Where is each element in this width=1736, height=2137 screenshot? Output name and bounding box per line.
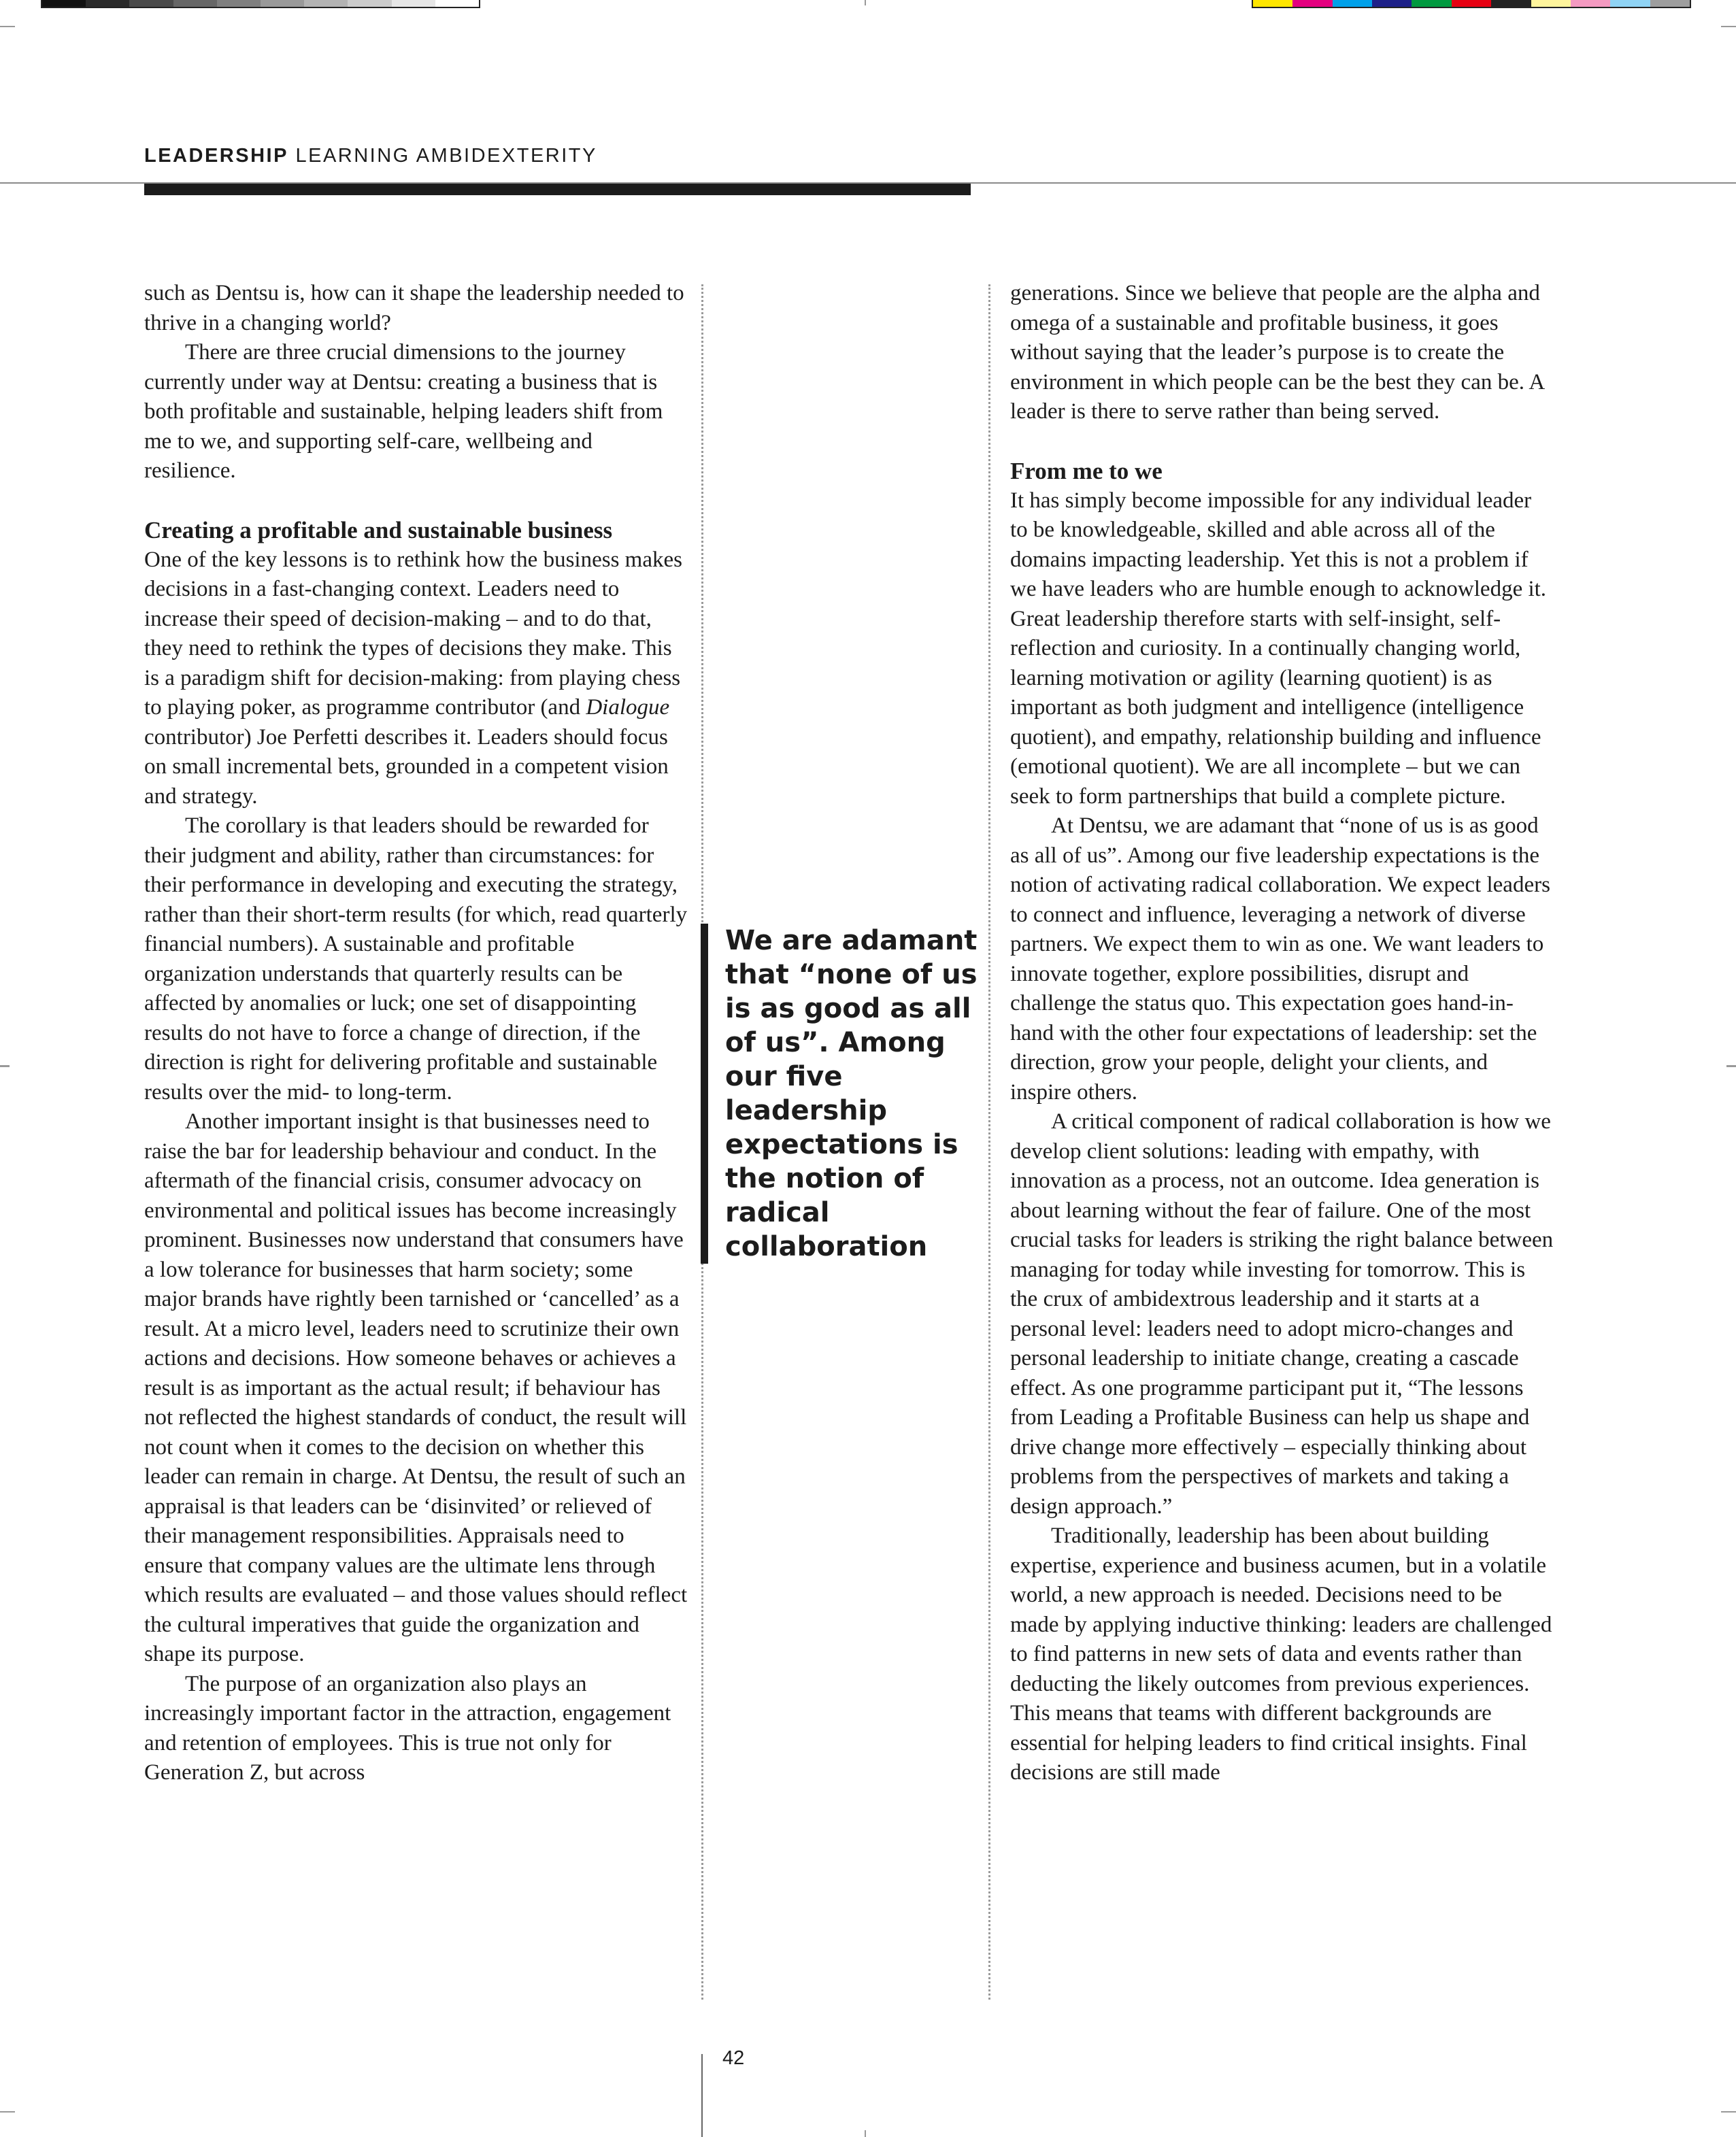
paragraph: One of the key lessons is to rethink how the business makes decisions in a fast-changing context. Leaders need to increase their speed of decision-making – and to do that, they need to rethink the types of decisions they make. This is a paradigm shift for decision-making: from playing chess to playing poker, as programme contributor (and Dialogue contributor) Joe Perfetti describes it. Leaders should focus on small incremental bets, grounded in a competent vision and strategy. bbox=[144, 547, 682, 809]
paragraph: generations. Since we believe that people are the alpha and omega of a sustainable and profitable business, it goes without saying that the leader’s purpose is to create the environment in which people can be the best they can be. A leader is there to serve rather than being served. bbox=[1010, 281, 1544, 424]
color-swatch bbox=[392, 0, 435, 7]
color-swatch bbox=[1531, 0, 1571, 7]
pull-quote: We are adamant that “none of us is as good as all of us”. Among our five leadership expectations is the notion of radical collaboration bbox=[701, 924, 986, 1264]
color-swatch bbox=[86, 0, 129, 7]
right-column bbox=[1010, 279, 1554, 1788]
color-swatch bbox=[1292, 0, 1332, 7]
paragraph: At Dentsu, we are adamant that “none of us is as good as all of us”. Among our five leadership expectations is the notion of activating radical collaboration. We expect leaders to connect and influence, leveraging a network of diverse partners. We expect them to win as one. We want leaders to innovate together, explore possibilities, disrupt and challenge the status quo. This expectation goes hand-in-hand with the other four expectations of leadership: set the direction, grow your people, delight your clients, and inspire others. bbox=[1010, 813, 1550, 1105]
color-swatch bbox=[1650, 0, 1690, 7]
crop-mark-top-right bbox=[1721, 26, 1736, 27]
paragraph: The purpose of an organization also plays an increasingly important factor in the attraction, engagement and retention of employees. This is true not only for Generation Z, but across bbox=[144, 1671, 671, 1785]
color-swatch bbox=[173, 0, 217, 7]
crop-mark-mid-left bbox=[0, 1065, 10, 1067]
color-swatch bbox=[42, 0, 86, 7]
color-swatch bbox=[1372, 0, 1412, 7]
paragraph: Another important insight is that businesses need to raise the bar for leadership behaviour and conduct. In the aftermath of the financial crisis, consumer advocacy on environmental and political issues has become increasingly prominent. Businesses now understand that consumers have a low tolerance for businesses that harm society; some major brands have rightly been tarnished or ‘cancelled’ as a result. At a micro level, leaders need to scrutinize their own actions and decisions. How someone behaves or achieves a result is as important as the actual result; if behaviour has not reflected the highest standards of conduct, the result will not count when it comes to the decision on whether this leader can remain in charge. At Dentsu, the result of such an appraisal is that leaders can be ‘disinvited’ or relieved of their management responsibilities. Appraisals need to ensure that company values are the ultimate lens through which results are evaluated – and those values should reflect the cultural imperatives that guide the organization and shape its purpose. bbox=[144, 1109, 688, 1666]
color-swatch bbox=[435, 0, 479, 7]
crop-mark-top-left bbox=[0, 26, 15, 27]
color-swatch bbox=[1571, 0, 1610, 7]
subheading-profitable-sustainable: Creating a profitable and sustainable business bbox=[144, 517, 613, 543]
color-swatch bbox=[1333, 0, 1372, 7]
section-label: LEADERSHIP bbox=[144, 145, 288, 167]
crop-mark-mid-right bbox=[1726, 1065, 1736, 1067]
color-swatch bbox=[217, 0, 261, 7]
color-bar-left bbox=[41, 0, 480, 8]
crop-mark-top-center bbox=[865, 0, 866, 5]
color-swatch bbox=[1452, 0, 1491, 7]
color-swatch bbox=[1610, 0, 1650, 7]
column-divider-right bbox=[988, 284, 990, 2000]
page-number: 42 bbox=[722, 2047, 745, 2069]
paragraph: such as Dentsu is, how can it shape the leadership needed to thrive in a changing world? bbox=[144, 281, 684, 335]
color-swatch bbox=[261, 0, 304, 7]
crop-mark-bottom-right bbox=[1721, 2111, 1736, 2113]
crop-mark-bottom-left bbox=[0, 2111, 15, 2113]
subheading-me-to-we: From me to we bbox=[1010, 458, 1163, 484]
crop-mark-bottom-center bbox=[865, 2130, 866, 2137]
color-swatch bbox=[1412, 0, 1451, 7]
color-swatch bbox=[348, 0, 391, 7]
left-column bbox=[144, 279, 688, 1788]
paragraph: Traditionally, leadership has been about building expertise, experience and business acumen, but in a volatile world, a new approach is needed. Decisions need to be made by applying inductive thinking: leaders are challenged to find patterns in new sets of data and events rather than deducting the likely outcomes from previous experiences. This means that teams with different backgrounds are essential for helping leaders to find critical insights. Final decisions are still made bbox=[1010, 1524, 1552, 1785]
publication-name: Dialogue bbox=[586, 695, 670, 720]
color-swatch bbox=[1253, 0, 1292, 7]
article-title: LEARNING AMBIDEXTERITY bbox=[295, 145, 597, 167]
paragraph: There are three crucial dimensions to the journey currently under way at Dentsu: creating a business that is both profitable and sustainable, helping leaders shift from me to we, and supporting self-care, wellbeing and resilience. bbox=[144, 340, 663, 483]
color-swatch bbox=[1491, 0, 1531, 7]
paragraph: The corollary is that leaders should be rewarded for their judgment and ability, rather than circumstances: for their performance in developing and executing the strategy, rather than their short-term results (for which, read quarterly financial numbers). A sustainable and profitable organization understands that quarterly results can be affected by anomalies or luck; one set of disappointing results do not have to force a change of direction, if the direction is right for delivering profitable and sustainable results over the mid- to long-term. bbox=[144, 813, 688, 1105]
footer-rule bbox=[701, 2054, 703, 2137]
header-bar bbox=[144, 184, 971, 195]
running-header bbox=[144, 145, 597, 167]
color-swatch bbox=[304, 0, 348, 7]
paragraph: It has simply become impossible for any individual leader to be knowledgeable, skilled and able across all of the domains impacting leadership. Yet this is not a problem if we have leaders who are humble enough to acknowledge it. Great leadership therefore starts with self-insight, self-reflection and curiosity. In a continually changing world, learning motivation or agility (learning quotient) is as important as both judgment and intelligence (intelligence quotient), and empathy, relationship building and influence (emotional quotient). We are all incomplete – but we can seek to form partnerships that build a complete picture. bbox=[1010, 488, 1547, 809]
paragraph: A critical component of radical collaboration is how we develop client solutions: leading with empathy, with innovation as a process, not an outcome. Idea generation is about learning without the fear of failure. One of the most crucial tasks for leaders is striking the right balance between managing for today while investing for tomorrow. This is the crux of ambidextrous leadership and it starts at a personal level: leaders need to adopt micro-changes and personal leadership to initiate change, creating a cascade effect. As one programme participant put it, “The lessons from Leading a Profitable Business can help us shape and drive change more effectively – especially thinking about problems from the perspectives of markets and taking a design approach.” bbox=[1010, 1109, 1554, 1519]
color-bar-right bbox=[1252, 0, 1691, 8]
color-swatch bbox=[129, 0, 173, 7]
